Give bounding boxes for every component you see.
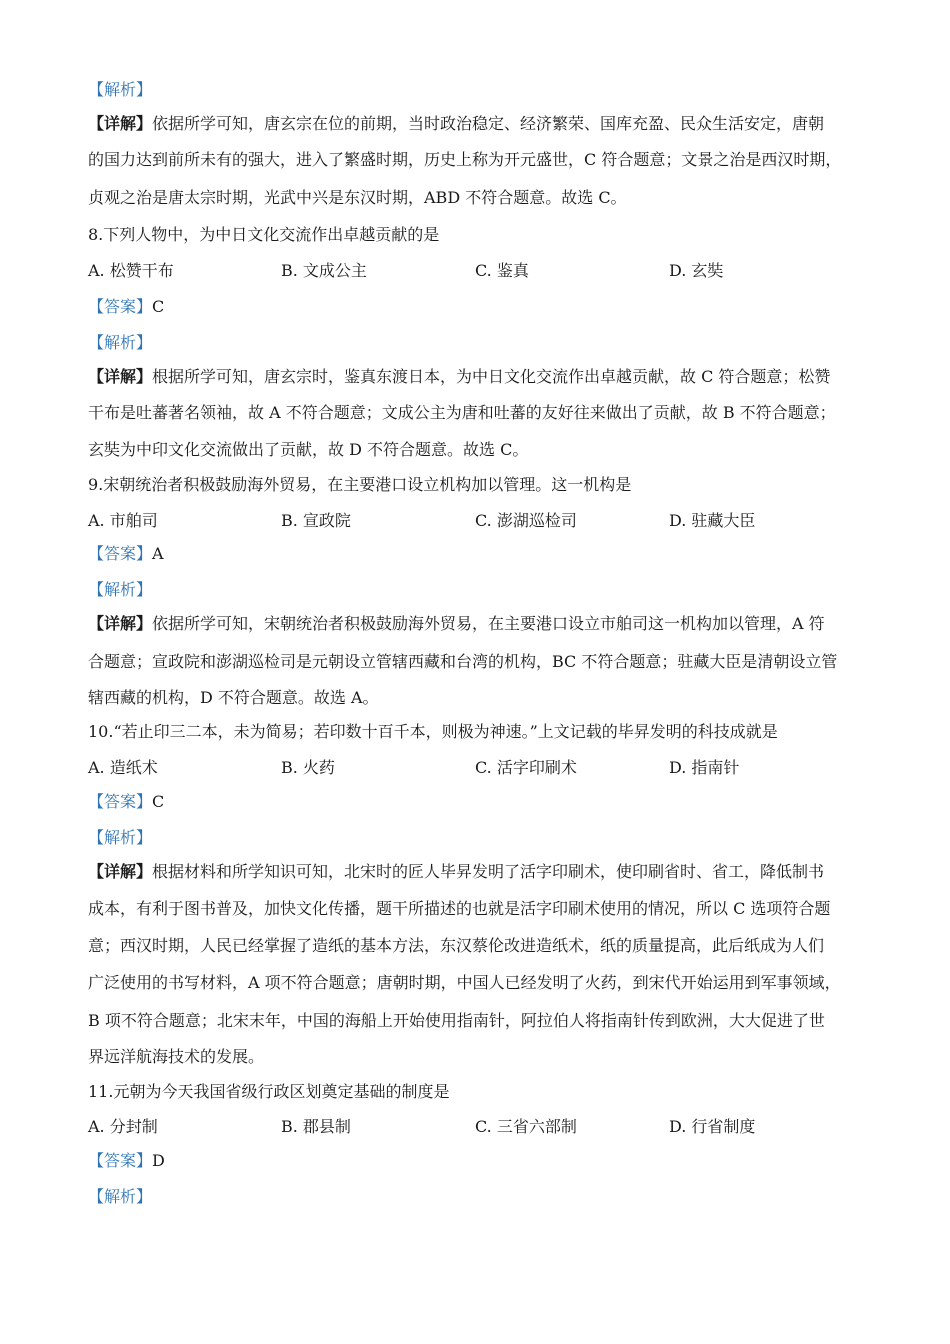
q9-analysis-tag: 【解析】 <box>88 580 153 599</box>
q9-answer-tag: 【答案】 <box>88 544 153 563</box>
q10-answer-value: C <box>152 792 165 811</box>
q11-answer <box>88 1151 165 1171</box>
q10-analysis-tag: 【解析】 <box>88 828 153 847</box>
q10-option-d: D. 指南针 <box>669 758 740 777</box>
q7-detail-tag: 【详解】 <box>88 114 153 133</box>
q8-stem: 8.下列人物中，为中日文化交流作出卓越贡献的是 <box>88 225 440 244</box>
q9-answer-value: A <box>152 544 164 563</box>
q9-option-d: D. 驻藏大臣 <box>669 511 756 530</box>
q10-answer-tag: 【答案】 <box>88 792 153 811</box>
q10-detail-line-4: 广泛使用的书写材料，A 项不符合题意；唐朝时期，中国人已经发明了火药，到宋代开始运用到军事领域， <box>88 973 841 992</box>
q10-detail-line-6: 界远洋航海技术的发展。 <box>88 1047 265 1066</box>
q11-option-a: A. 分封制 <box>88 1117 158 1136</box>
q8-answer <box>88 297 164 317</box>
q10-detail-line-5: B 项不符合题意；北宋末年，中国的海船上开始使用指南针，阿拉伯人将指南针传到欧洲，大大促进了世 <box>88 1011 825 1030</box>
q7-detail-line-3: 贞观之治是唐太宗时期，光武中兴是东汉时期，ABD 不符合题意。故选 C。 <box>88 188 627 207</box>
q10-detail-line-1: 【详解】根据材料和所学知识可知，北宋时的匠人毕昇发明了活字印刷术，使印刷省时、省工，降低制书 <box>88 862 825 881</box>
q8-detail-line-1: 【详解】根据所学可知，唐玄宗时，鉴真东渡日本，为中日文化交流作出卓越贡献，故 C 符合题意；松赞 <box>88 367 831 386</box>
q11-answer-value: D <box>152 1151 165 1170</box>
q9-detail-line-3: 辖西藏的机构，D 不符合题意。故选 A。 <box>88 688 379 707</box>
q10-detail-line-2: 成本，有利于图书普及，加快文化传播，题干所描述的也就是活字印刷术使用的情况，所以 C 选项符合题 <box>88 899 831 918</box>
q8-option-a: A. 松赞干布 <box>88 261 174 280</box>
q9-answer <box>88 544 164 564</box>
q7-analysis-tag: 【解析】 <box>88 80 153 99</box>
q8-answer-tag: 【答案】 <box>88 297 153 316</box>
q8-detail-tag: 【详解】 <box>88 367 153 386</box>
q10-stem: 10.“若止印三二本，未为简易；若印数十百千本，则极为神速。”上文记载的毕昇发明的科技成就是 <box>88 722 778 741</box>
q9-option-a: A. 市舶司 <box>88 511 158 530</box>
q9-option-c: C. 澎湖巡检司 <box>475 511 577 530</box>
q8-option-c: C. 鉴真 <box>475 261 529 280</box>
q10-answer <box>88 792 164 812</box>
q7-detail-line-2: 的国力达到前所未有的强大，进入了繁盛时期，历史上称为开元盛世，C 符合题意；文景之治是西汉时期， <box>88 150 842 169</box>
q10-detail-tag: 【详解】 <box>88 862 153 881</box>
q11-option-d: D. 行省制度 <box>669 1117 756 1136</box>
q11-stem: 11.元朝为今天我国省级行政区划奠定基础的制度是 <box>88 1082 450 1101</box>
q10-option-a: A. 造纸术 <box>88 758 158 777</box>
q9-stem: 9.宋朝统治者积极鼓励海外贸易，在主要港口设立机构加以管理。这一机构是 <box>88 475 632 494</box>
q9-option-b: B. 宣政院 <box>281 511 351 530</box>
q11-analysis-tag: 【解析】 <box>88 1187 153 1206</box>
q8-option-b: B. 文成公主 <box>281 261 367 280</box>
q8-detail-line-2: 干布是吐蕃著名领袖，故 A 不符合题意；文成公主为唐和吐蕃的友好往来做出了贡献，故 B 不符合题意； <box>88 403 836 422</box>
q11-option-b: B. 郡县制 <box>281 1117 351 1136</box>
q10-option-b: B. 火药 <box>281 758 335 777</box>
q11-answer-tag: 【答案】 <box>88 1151 153 1170</box>
q10-option-c: C. 活字印刷术 <box>475 758 577 777</box>
q9-detail-line-2: 合题意；宣政院和澎湖巡检司是元朝设立管辖西藏和台湾的机构，BC 不符合题意；驻藏大臣是清朝设立管 <box>88 652 838 671</box>
q10-detail-line-3: 意；西汉时期，人民已经掌握了造纸的基本方法，东汉蔡伦改进造纸术，纸的质量提高，此后纸成为人们 <box>88 936 825 955</box>
q8-detail-line-3: 玄奘为中印文化交流做出了贡献，故 D 不符合题意。故选 C。 <box>88 440 529 459</box>
q7-detail-line-1: 【详解】依据所学可知，唐玄宗在位的前期，当时政治稳定、经济繁荣、国库充盈、民众生活安定，唐朝 <box>88 114 825 133</box>
q8-analysis-tag: 【解析】 <box>88 333 153 352</box>
q8-option-d: D. 玄奘 <box>669 261 724 280</box>
q9-detail-tag: 【详解】 <box>88 614 153 633</box>
q8-answer-value: C <box>152 297 165 316</box>
q9-detail-line-1: 【详解】依据所学可知，宋朝统治者积极鼓励海外贸易，在主要港口设立市舶司这一机构加以管理，A 符 <box>88 614 825 633</box>
q11-option-c: C. 三省六部制 <box>475 1117 577 1136</box>
